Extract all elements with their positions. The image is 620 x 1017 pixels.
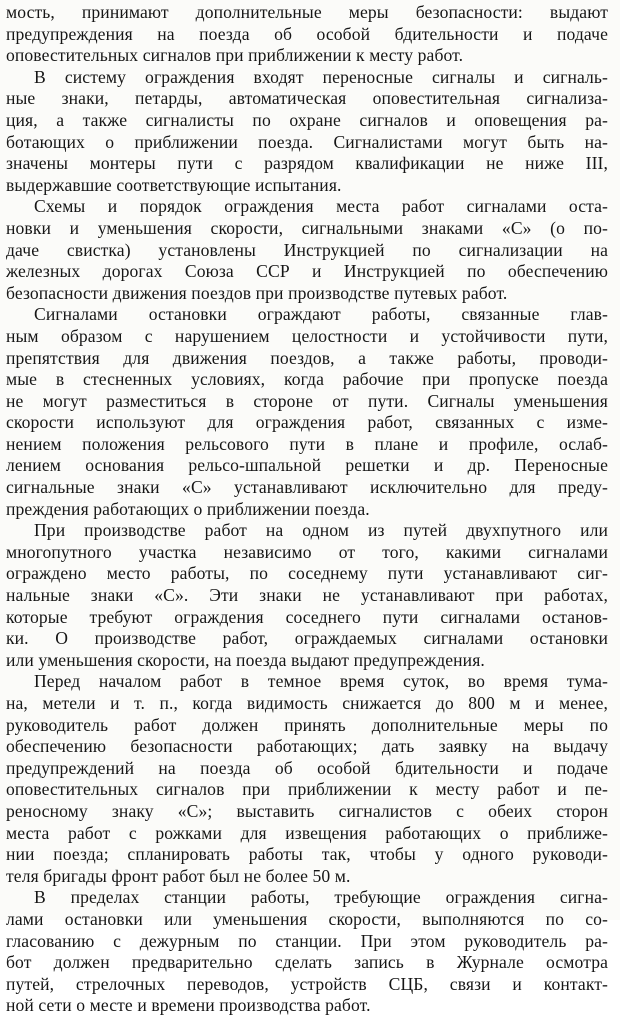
paragraph: [6, 887, 608, 1017]
text-line: значены монтеры пути с разрядом квалификации не ниже III,: [6, 153, 608, 174]
paragraph: [6, 671, 608, 887]
text-line: предупреждений на поезда об особой бдительности и подаче: [6, 757, 608, 778]
paragraph: [6, 2, 608, 67]
text-line: скорости используют для ограждения работ, связанных с изме-: [6, 412, 608, 433]
text-line: ным образом с нарушением целостности и устойчивости пути,: [6, 325, 608, 346]
text-line: не могут разместиться в стороне от пути. Сигналы уменьшения: [6, 390, 608, 411]
text-line: мые в стесненных условиях, когда рабочие при пропуске поезда: [6, 369, 608, 390]
text-line: или уменьшения скорости, на поезда выдают предупреждения.: [6, 649, 485, 670]
text-line: которые требуют ограждения соседнего пути сигналами останов-: [6, 606, 608, 627]
text-line: путей, стрелочных переводов, устройств СЦБ, связи и контакт-: [6, 973, 608, 994]
text-line: оповестительных сигналов при приближении к месту работ и пе-: [6, 779, 608, 800]
paragraph: [6, 520, 608, 671]
text-line: нением положения рельсового пути в плане и профиле, ослаб-: [6, 433, 608, 454]
text-line: лением основания рельсо-шпальной решетки и др. Переносные: [6, 455, 608, 476]
text-line: руководитель работ должен принять дополнительные меры по: [6, 714, 608, 735]
text-line: даче свистка) установлены Инструкцией по сигнализации на: [6, 239, 608, 260]
text-line: безопасности движения поездов при производстве путевых работ.: [6, 282, 508, 303]
text-line: обеспечению безопасности работающих; дать заявку на выдачу: [6, 736, 608, 757]
text-line: на, метели и т. п., когда видимость снижается до 800 м и менее,: [6, 693, 608, 713]
paragraph: [6, 196, 608, 304]
text-line: новки и уменьшения скорости, сигнальными знаками «С» (о по-: [6, 217, 608, 238]
text-line: Перед началом работ в темное время суток, во время тума-: [34, 671, 608, 692]
text-line: нальные знаки «С». Эти знаки не устанавливают при работах,: [6, 585, 608, 606]
text-line: ки. О производстве работ, ограждаемых сигналами остановки: [6, 628, 608, 649]
text-line: ция, а также сигналисты по охране сигналов и оповещения ра-: [6, 109, 608, 130]
paragraph: [6, 67, 608, 197]
text-line: ной сети о месте и времени производства работ.: [6, 995, 371, 1016]
text-line: ботающих о приближении поезда. Сигналистами могут быть на-: [6, 131, 608, 152]
text-line: места работ с рожками для извещения работающих о приближе-: [6, 822, 608, 843]
text-line: преждения работающих о приближении поезда.: [6, 498, 370, 519]
text-line: мость, принимают дополнительные меры безопасности: выдают: [6, 2, 608, 22]
text-line: бот должен предварительно сделать запись в Журнале осмотра: [6, 952, 608, 973]
text-line: теля бригады фронт работ был не более 50 м.: [6, 865, 351, 886]
text-line: гласованию с дежурным по станции. При этом руководитель ра-: [6, 930, 608, 951]
text-line: реносному знаку «С»; выставить сигналистов с обеих сторон: [6, 800, 608, 821]
document-text: [6, 2, 608, 1017]
text-line: препятствия для движения поездов, а также работы, проводи-: [6, 347, 608, 368]
text-line: лами остановки или уменьшения скорости, выполняются по со-: [6, 908, 608, 929]
text-line: сигнальные знаки «С» устанавливают исключительно для преду-: [6, 477, 608, 498]
text-line: В систему ограждения входят переносные сигналы и сигналь-: [34, 66, 608, 87]
text-line: выдержавшие соответствующие испытания.: [6, 174, 342, 195]
text-line: Схемы и порядок ограждения места работ сигналами оста-: [34, 196, 608, 217]
text-line: ные знаки, петарды, автоматическая оповестительная сигнализа-: [6, 88, 608, 109]
text-line: Сигналами остановки ограждают работы, связанные глав-: [34, 304, 608, 325]
paragraph: [6, 304, 608, 520]
text-line: железных дорогах Союза ССР и Инструкцией по обеспечению: [6, 261, 608, 282]
text-line: предупреждения на поезда об особой бдительности и подаче: [6, 23, 608, 44]
text-line: В пределах станции работы, требующие ограждения сигна-: [34, 887, 608, 908]
text-line: ограждено место работы, по соседнему пути устанавливают сиг-: [6, 563, 608, 584]
text-line: многопутного участка независимо от того, какими сигналами: [6, 541, 608, 562]
text-line: оповестительных сигналов при приближении к месту работ.: [6, 45, 464, 66]
text-line: При производстве работ на одном из путей двухпутного или: [34, 520, 608, 541]
text-line: нии поезда; спланировать работы так, чтобы у одного руководи-: [6, 844, 608, 865]
